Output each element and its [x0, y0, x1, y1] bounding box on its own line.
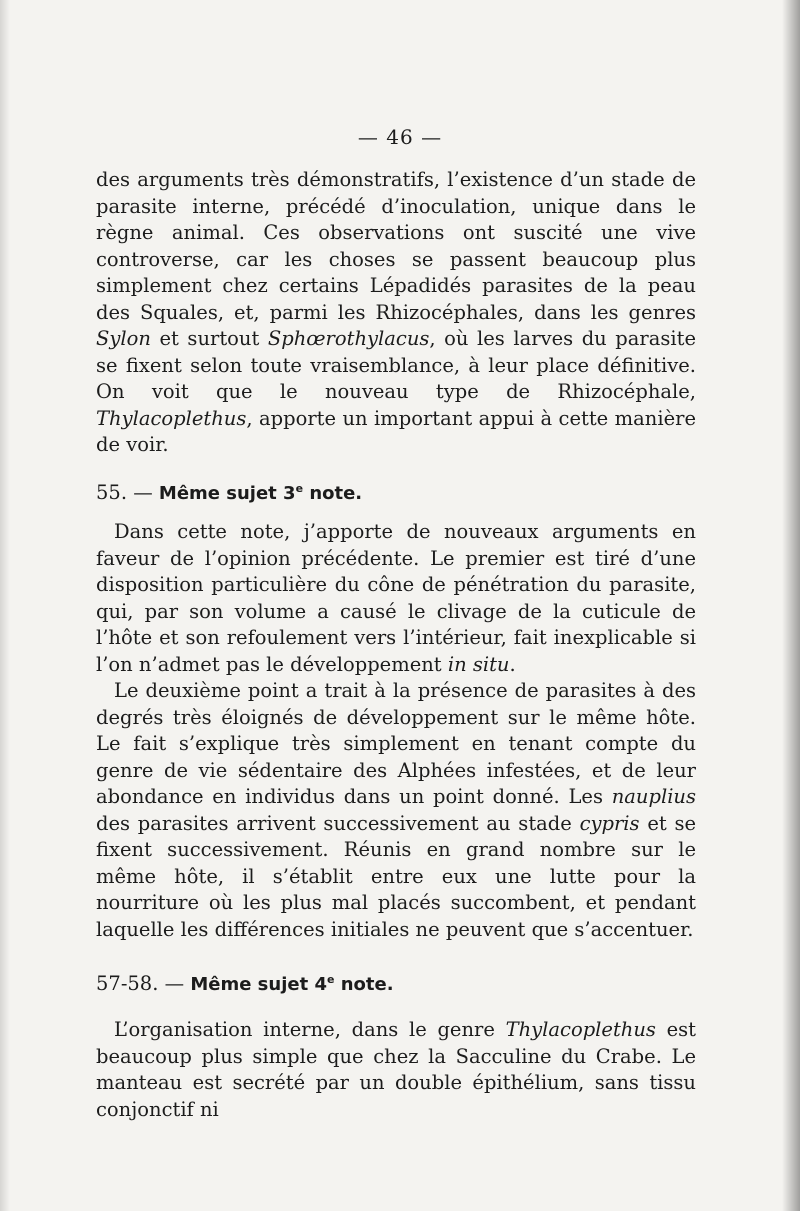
italic-genus-sphaerothylacus: Sphœrothylacus [267, 327, 430, 350]
page-left-edge [0, 0, 10, 1211]
section-number: 57-58. [96, 972, 159, 995]
paragraph-1 [96, 519, 696, 678]
text-run: des arguments très démonstratifs, l’existence d’un stade de parasite interne, précédé d’inoculation, unique dans le règne animal. Ces observations ont suscité une vive controverse, car les choses se passent beaucoup plus simplement chez certains Lépadidés parasites de la peau des Squales, et, parmi les Rhizocéphales, dans les genres [96, 168, 696, 324]
text-run: , où les larves du parasite se fixent selon toute vraisemblance, à leur place définitive. On voit que le nouveau type de Rhizocéphale, [96, 327, 696, 403]
section-heading-55 [96, 481, 696, 504]
section-title-end: note. [334, 974, 394, 995]
section-title [159, 483, 362, 504]
text-run: est beaucoup plus simple que chez la Sacculine du Crabe. Le manteau est secrété par un double épithélium, sans tissu conjonctif ni [96, 1018, 696, 1121]
italic-nauplius: nauplius [611, 785, 696, 808]
text-run: L’organisation interne, dans le genre [114, 1018, 506, 1041]
section-title-end: note. [303, 483, 363, 504]
italic-in-situ: in situ [447, 652, 510, 676]
paragraph-2 [96, 678, 696, 943]
text-run: Le deuxième point a trait à la présence de parasites à des degrés très éloignés de développement sur le même hôte. Le fait s’explique très simplement en tenant compte du genre de vie sédentaire des Alphées infestées, et de leur abondance en individus dans un point donné. Les [96, 679, 696, 808]
text-run: , apporte un important appui à cette manière de voir. [96, 406, 696, 456]
text-run: Dans cette note, j’apporte de nouveaux arguments en faveur de l’opinion précédente. Le premier est tiré d’une disposition particulière du cône de pénétration du parasite, qui, par son volume a causé le clivage de la cuticule de l’hôte et son refoulement vers l’intérieur, fait inexplicable si l’on n’admet pas le développement [96, 520, 696, 676]
section-title [190, 974, 393, 995]
paragraph-continuation [96, 167, 696, 459]
page-number: — 46 — [357, 125, 443, 149]
page-right-edge [782, 0, 800, 1211]
paragraph-1 [96, 1017, 696, 1123]
ordinal-superscript: e [295, 482, 304, 495]
section-dash: — [127, 481, 159, 504]
section-57-58-body [96, 1017, 696, 1123]
section-number: 55. [96, 481, 128, 504]
italic-cypris: cypris [579, 811, 640, 835]
section-title-text: Même sujet 4 [190, 974, 327, 995]
italic-genus-sylon: Sylon [96, 327, 151, 350]
section-dash: — [158, 972, 191, 995]
section-55-body [96, 519, 696, 943]
italic-genus-thylacoplethus: Thylacoplethus [96, 406, 247, 430]
text-run: des parasites arrivent successivement au stade [96, 811, 580, 835]
section-title-text: Même sujet 3 [158, 483, 296, 504]
section-heading-57-58 [96, 972, 696, 995]
text-run: et se fixent successivement. Réunis en grand nombre sur le même hôte, il s’établit entre eux une lutte pour la nourriture où les plus mal placés succombent, et pendant laquelle les différences initiales ne peuvent que s’accentuer. [96, 811, 696, 941]
ordinal-superscript: e [326, 973, 335, 986]
text-run: . [509, 652, 516, 676]
italic-genus-thylacoplethus: Thylacoplethus [505, 1018, 656, 1041]
text-run: et surtout [150, 327, 268, 350]
paragraph-1 [96, 167, 696, 459]
